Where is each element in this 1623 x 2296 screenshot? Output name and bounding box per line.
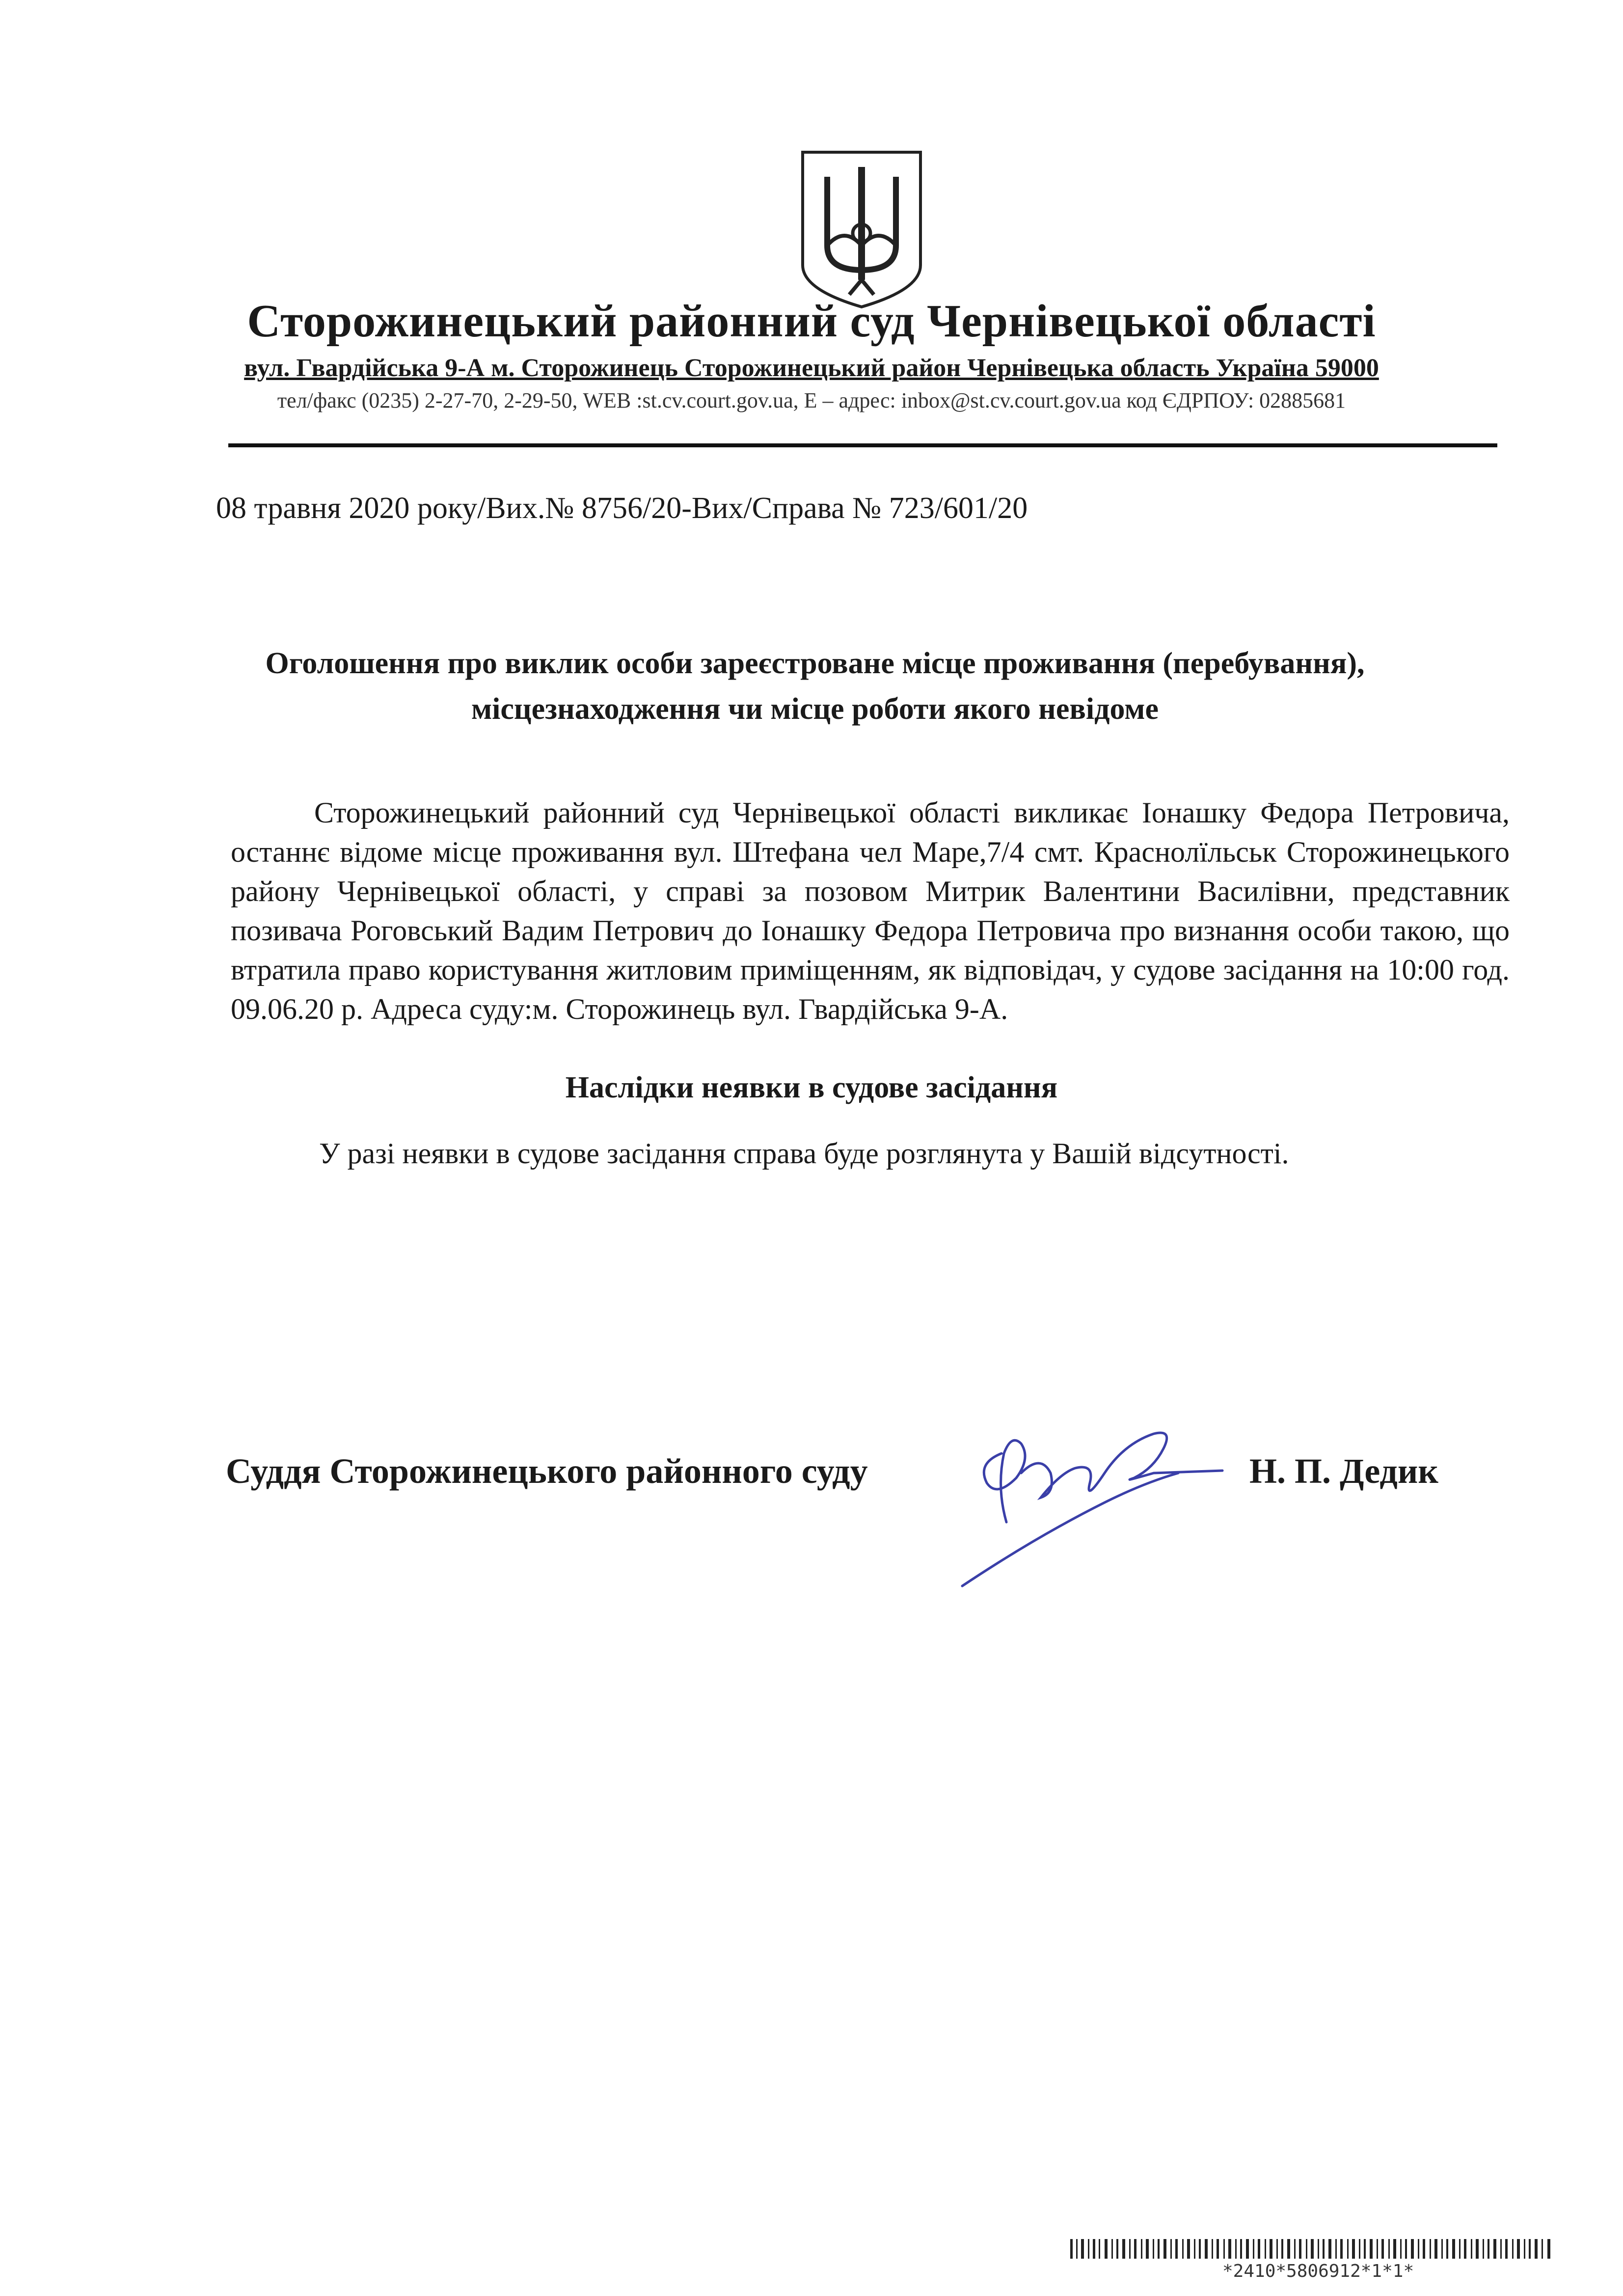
notice-paragraph: Сторожинецький районний суд Чернівецької області викликає Іонашку Федора Петровича, останнє відоме місце проживання вул. Штефана чел Маре,7/4 смт. Краснолїльськ Сторожинецького району Чернівецької області, у справі за позовом Митрик Валентини Василівни, представник позивача Роговський Вадим Петрович до Іонашку Федора Петровича про визнання особи такою, що втратила право користування житловим приміщенням, як відповідач, у судове засідання на 10:00 год. 09.06.20 р. Адреса суду:м. Сторожинець вул. Гвардійська 9-А.	[231, 796, 1510, 1025]
court-name: Сторожинецький районний суд Чернівецької області	[247, 296, 1376, 347]
reference-line: 08 травня 2020 року/Вих.№ 8756/20-Вих/Справа № 723/601/20	[216, 492, 1028, 525]
notice-title	[172, 641, 1458, 732]
barcode-icon	[1070, 2239, 1554, 2259]
signer-name: Н. П. Дедик	[1249, 1451, 1438, 1491]
signer-title: Суддя Сторожинецького районного суду	[226, 1451, 868, 1491]
notice-title-line-2: місцезнаходження чи місце роботи якого невідоме	[471, 692, 1159, 726]
notice-title-line-1: Оголошення про виклик особи зареєстроване місце проживання (перебування),	[265, 647, 1365, 680]
court-contacts: тел/факс (0235) 2-27-70, 2-29-50, WEB :st.cv.court.gov.ua, Е – адрес: inbox@st.cv.court.gov.ua код ЄДРПОУ: 02885681	[277, 388, 1346, 412]
court-address: вул. Гвардійська 9-А м. Сторожинець Сторожинецький район Чернівецька область Україна 59000	[244, 354, 1379, 382]
consequences-text: У разі неявки в судове засідання справа буде розглянута у Вашій відсутності.	[319, 1137, 1289, 1170]
trident-emblem-icon	[798, 147, 925, 309]
header-divider	[228, 443, 1497, 447]
barcode-number: *2410*5806912*1*1*	[1222, 2261, 1414, 2281]
notice-body	[231, 793, 1510, 1029]
consequences-heading: Наслідки неявки в судове засідання	[565, 1071, 1058, 1104]
handwritten-signature	[947, 1424, 1242, 1611]
